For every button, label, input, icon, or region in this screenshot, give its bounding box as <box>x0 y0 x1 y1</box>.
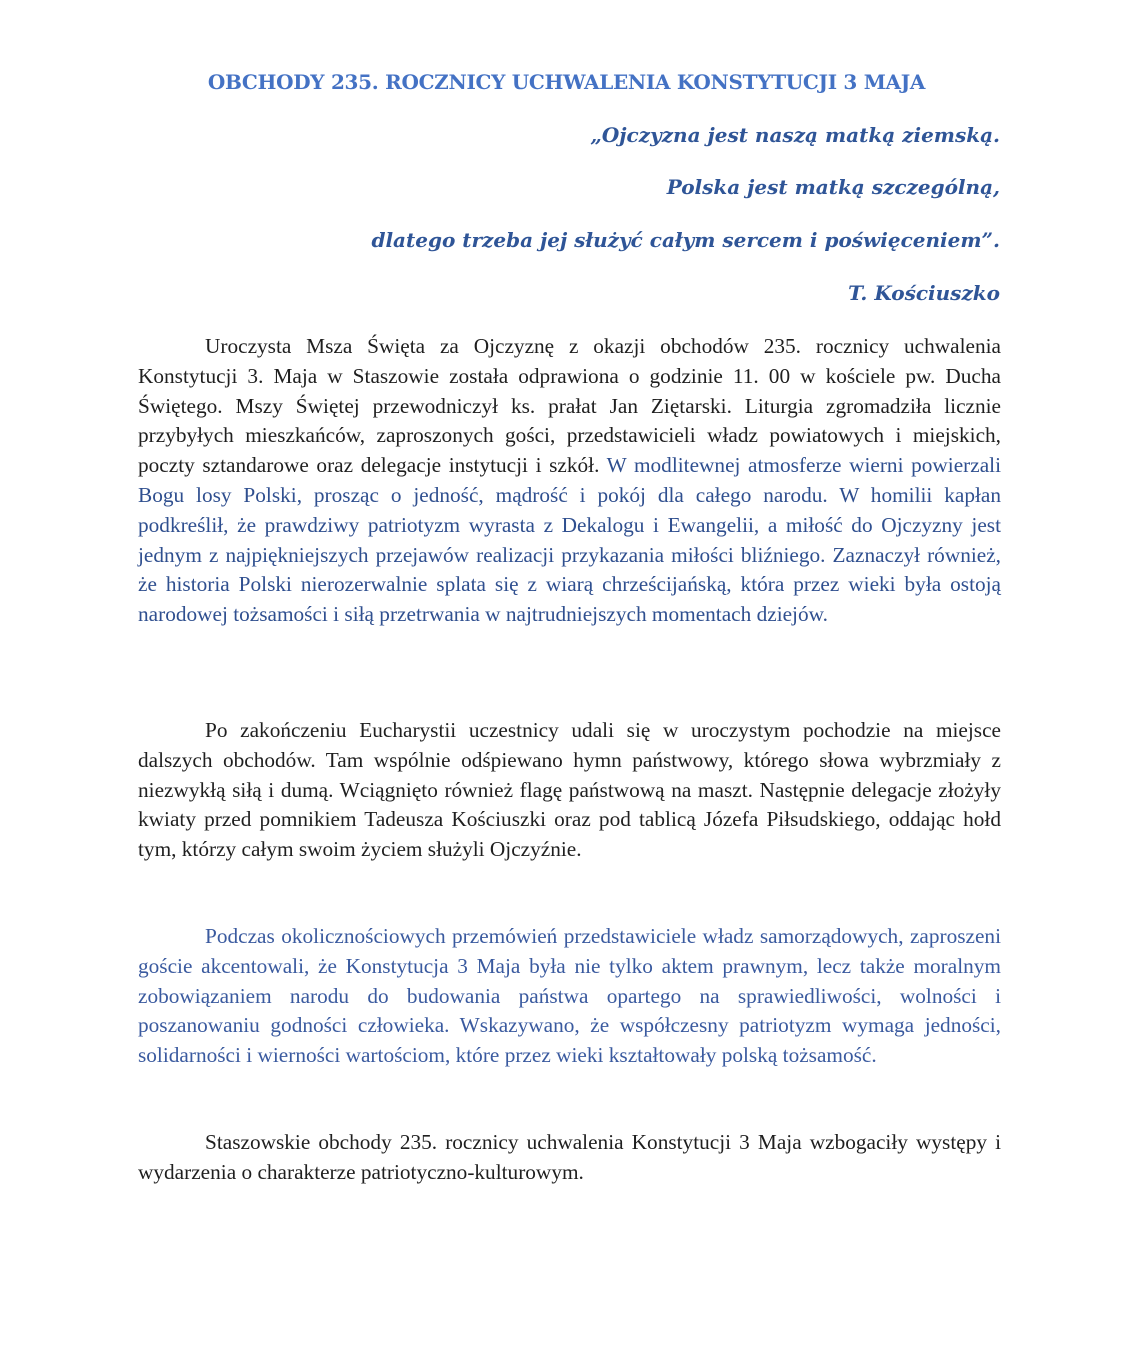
paragraph-mass-text: Uroczysta Msza Święta za Ojczyznę z okazji obchodów 235. rocznicy uchwalenia Konstytucji 3. Maja w Staszowie została odprawiona o godzinie 11. 00 w kościele pw. Ducha Świętego. Mszy Świętej przewodniczył ks. prałat Jan Ziętarski. Liturgia zgromadziła licznie przybyłych mieszkańców, zaproszonych gości, przedstawicieli władz powiatowych i miejskich, poczty sztandarowe oraz delegacje instytucji i szkół. <box>138 334 1001 478</box>
paragraph-mass-homily: W modlitewnej atmosferze wierni powierzali Bogu losy Polski, prosząc o jedność, mądrość i pokój dla całego narodu. W homilii kapłan podkreślił, że prawdziwy patriotyzm wyrasta z Dekalogu i Ewangelii, a miłość do Ojczyzny jest jednym z najpiękniejszych przejawów realizacji przykazania miłości bliźniego. Zaznaczył również, że historia Polski nierozerwalnie splata się z wiarą chrześcijańską, która przez wieki była ostoją narodowej tożsamości i siłą przetrwania w najtrudniejszych momentach dziejów. <box>138 453 1001 627</box>
paragraph-mass <box>138 332 1001 630</box>
motto-author: T. Kościuszko <box>848 281 1000 305</box>
paragraph-speeches-text: Podczas okolicznościowych przemówień przedstawiciele władz samorządowych, zaproszeni goście akcentowali, że Konstytucja 3 Maja była nie tylko aktem prawnym, lecz także moralnym zobowiązaniem narodu do budowania państwa opartego na sprawiedliwości, wolności i poszanowaniu godności człowieka. Wskazywano, że współczesny patriotyzm wymaga jedności, solidarności i wierności wartościom, które przez wieki kształtowały polską tożsamość. <box>138 924 1001 1068</box>
document-title: OBCHODY 235. ROCZNICY UCHWALENIA KONSTYTUCJI 3 MAJA <box>207 70 926 94</box>
motto-line-2: Polska jest matką szczególną, <box>666 175 1000 199</box>
paragraph-procession <box>138 716 1001 865</box>
motto-line-1: „Ojczyzna jest naszą matką ziemską. <box>590 123 1000 147</box>
paragraph-closing-text: Staszowskie obchody 235. rocznicy uchwalenia Konstytucji 3 Maja wzbogaciły występy i wydarzenia o charakterze patriotyczno-kulturowym. <box>138 1130 1001 1184</box>
motto-line-3: dlatego trzeba jej służyć całym sercem i poświęceniem”. <box>371 228 1000 252</box>
paragraph-speeches <box>138 922 1001 1071</box>
paragraph-closing <box>138 1128 1001 1188</box>
paragraph-procession-text: Po zakończeniu Eucharystii uczestnicy udali się w uroczystym pochodzie na miejsce dalszych obchodów. Tam wspólnie odśpiewano hymn państwowy, którego słowa wybrzmiały z niezwykłą siłą i dumą. Wciągnięto również flagę państwową na maszt. Następnie delegacje złożyły kwiaty przed pomnikiem Tadeusza Kościuszki oraz pod tablicą Józefa Piłsudskiego, oddając hołd tym, którzy całym swoim życiem służyli Ojczyźnie. <box>138 718 1001 862</box>
